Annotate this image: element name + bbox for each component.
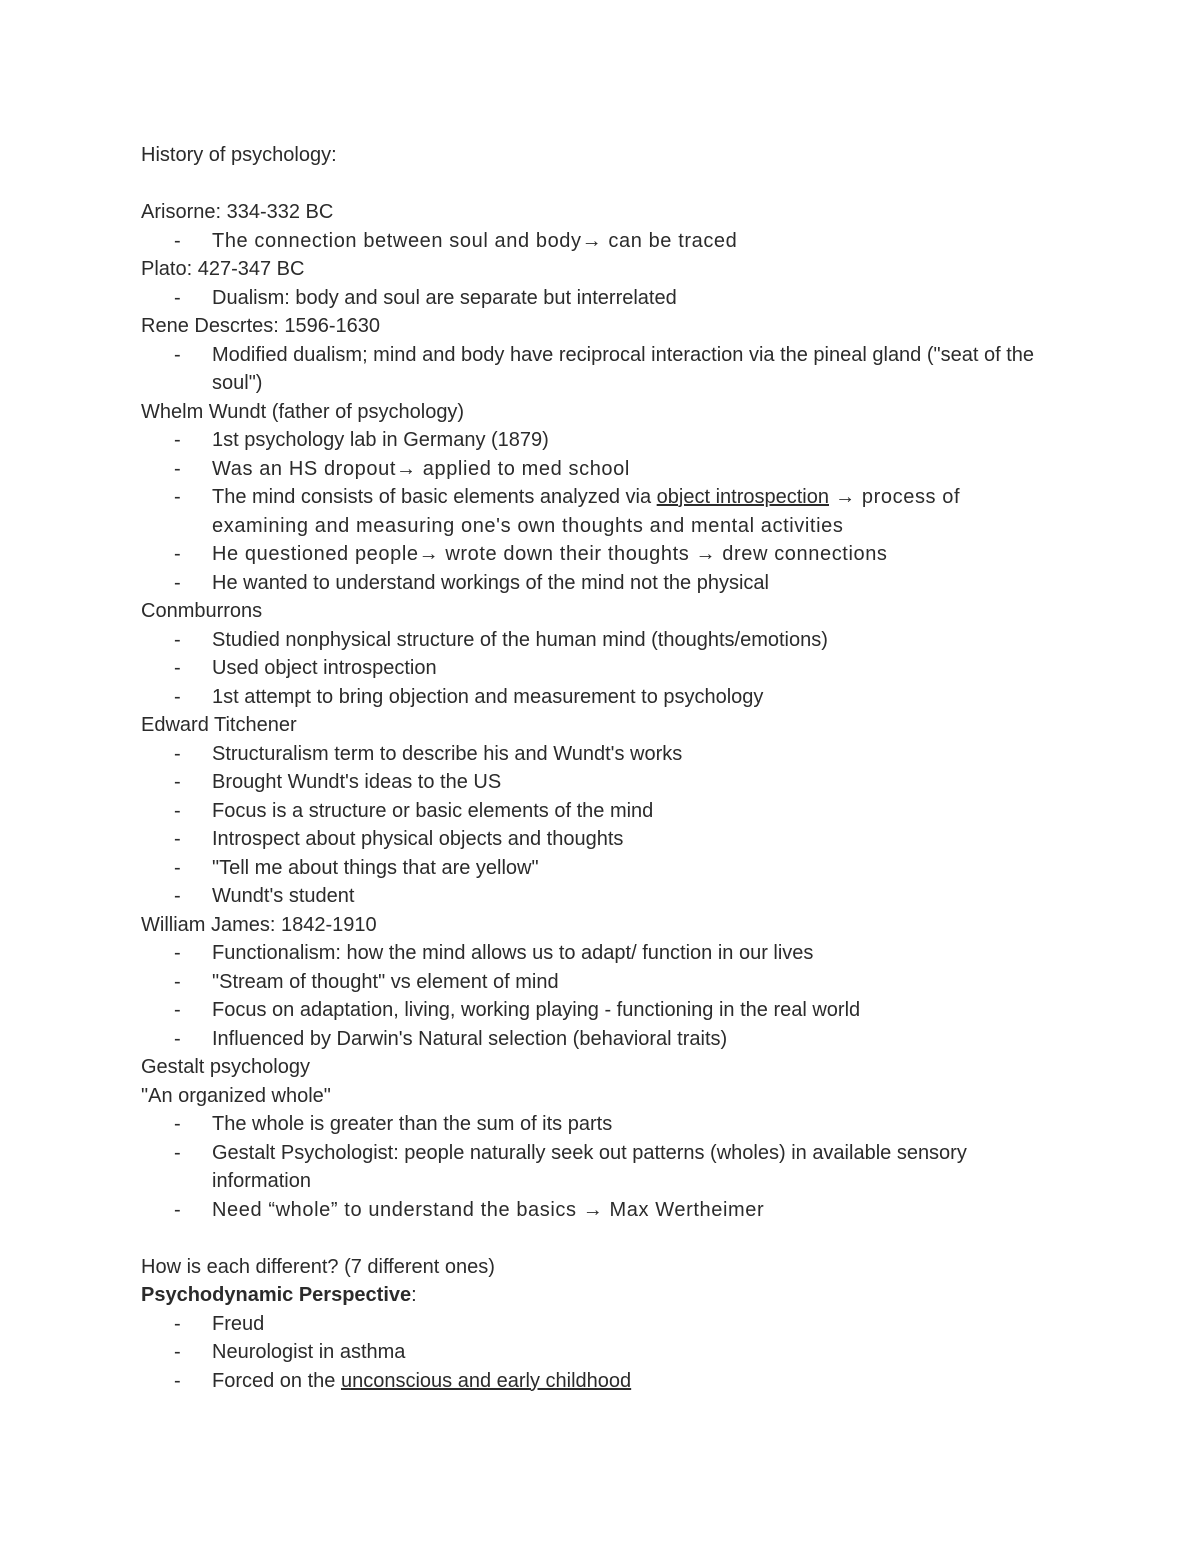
bullet-item: - Brought Wundt's ideas to the US [141, 768, 1061, 797]
bullet-item: - Studied nonphysical structure of the human mind (thoughts/emotions) [141, 626, 1061, 655]
page-title: History of psychology: [141, 144, 337, 166]
bullet-item: - The connection between soul and body→ can be traced [141, 227, 1061, 256]
dash-bullet-icon: - [174, 999, 181, 1021]
dash-bullet-icon: - [174, 771, 181, 793]
section-heading: Rene Descrtes: 1596-1630 [141, 315, 381, 337]
section-heading: Edward Titchener [141, 714, 297, 736]
dash-bullet-icon: - [174, 343, 181, 366]
dash-bullet-icon: - [174, 799, 181, 822]
bullet-item: - Modified dualism; mind and body have reciprocal interaction via the pineal gland ("seat of the soul") [141, 341, 1061, 398]
section-subheading: "An organized whole" [141, 1084, 331, 1107]
bullet-item: - Need “whole” to understand the basics → Max Wertheimer [141, 1196, 1061, 1225]
dash-bullet-icon: - [174, 486, 181, 508]
section-heading: Gestalt psychology [141, 1056, 310, 1078]
bullet-item: - Wundt's student [141, 882, 1061, 911]
dash-bullet-icon: - [174, 657, 181, 679]
bullet-item: - Gestalt Psychologist: people naturally seek out patterns (wholes) in available sensory information [141, 1139, 1061, 1196]
document-page [141, 141, 1061, 1395]
bullet-item: - Used object introspection [141, 654, 1061, 683]
bullet-item: - 1st attempt to bring objection and measurement to psychology [141, 683, 1061, 712]
bullet-item: - He wanted to understand workings of the mind not the physical [141, 569, 1061, 598]
section-heading: Plato: 427-347 BC [141, 258, 305, 280]
dash-bullet-icon: - [174, 942, 181, 964]
dash-bullet-icon: - [174, 1198, 182, 1221]
perspective-heading-line: Psychodynamic Perspective: [141, 1284, 417, 1306]
dash-bullet-icon: - [174, 970, 181, 993]
bullet-item: - The whole is greater than the sum of its parts [141, 1110, 1061, 1139]
bullet-item: - Was an HS dropout→ applied to med school [141, 455, 1061, 484]
dash-bullet-icon: - [174, 1141, 181, 1164]
dash-bullet-icon: - [174, 628, 181, 651]
bullet-item: - Functionalism: how the mind allows us to adapt/ function in our lives [141, 939, 1061, 968]
bullet-item: - Focus is a structure or basic elements of the mind [141, 797, 1061, 826]
dash-bullet-icon: - [174, 685, 181, 708]
dash-bullet-icon: - [174, 543, 182, 565]
bullet-item: - The mind consists of basic elements analyzed via object introspection → process of examining and measuring one's own thoughts and mental activities [141, 483, 1061, 540]
dash-bullet-icon: - [174, 1113, 181, 1135]
section-heading: Conmburrons [141, 600, 263, 622]
question-line: How is each different? (7 different ones) [141, 1255, 495, 1278]
dash-bullet-icon: - [174, 1027, 181, 1050]
bullet-item: - Influenced by Darwin's Natural selection (behavioral traits) [141, 1025, 1061, 1054]
bullet-item: - Dualism: body and soul are separate but interrelated [141, 284, 1061, 313]
underlined-term: object introspection [656, 486, 829, 508]
blank-line [141, 1224, 1061, 1253]
dash-bullet-icon: - [174, 429, 181, 451]
section-heading: Arisorne: 334-332 BC [141, 201, 334, 223]
dash-bullet-icon: - [174, 856, 181, 879]
bullet-item: - Neurologist in asthma [141, 1338, 1061, 1367]
bullet-item: - "Stream of thought" vs element of mind [141, 968, 1061, 997]
bullet-item: - He questioned people→ wrote down their thoughts → drew connections [141, 540, 1061, 569]
section-heading: Whelm Wundt (father of psychology) [141, 400, 465, 423]
perspective-heading: Psychodynamic Perspective [141, 1284, 412, 1306]
dash-bullet-icon: - [174, 457, 182, 480]
bullet-item: - 1st psychology lab in Germany (1879) [141, 426, 1061, 455]
dash-bullet-icon: - [174, 885, 181, 907]
bullet-item: - Structuralism term to describe his and Wundt's works [141, 740, 1061, 769]
dash-bullet-icon: - [174, 1341, 181, 1363]
bullet-item: - Forced on the unconscious and early childhood [141, 1367, 1061, 1396]
dash-bullet-icon: - [174, 742, 181, 765]
dash-bullet-icon: - [174, 1312, 181, 1335]
blank-line [141, 170, 1061, 199]
dash-bullet-icon: - [174, 828, 181, 850]
dash-bullet-icon: - [174, 571, 181, 594]
dash-bullet-icon: - [174, 1369, 181, 1392]
bullet-item: - Introspect about physical objects and thoughts [141, 825, 1061, 854]
section-heading: William James: 1842-1910 [141, 913, 377, 936]
bullet-item: - Freud [141, 1310, 1061, 1339]
dash-bullet-icon: - [174, 229, 182, 252]
bullet-item: - "Tell me about things that are yellow" [141, 854, 1061, 883]
bullet-item: - Focus on adaptation, living, working playing - functioning in the real world [141, 996, 1061, 1025]
dash-bullet-icon: - [174, 286, 181, 309]
underlined-term: unconscious and early childhood [340, 1369, 632, 1392]
